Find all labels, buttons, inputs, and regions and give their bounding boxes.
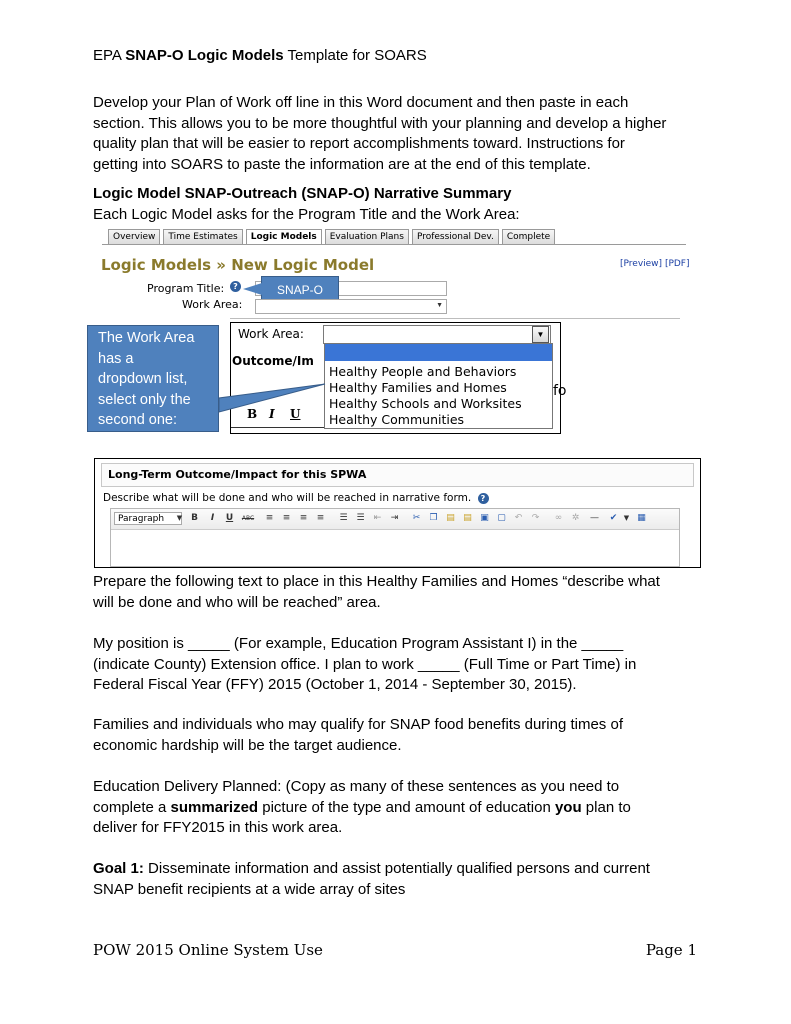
- page-number: Page 1: [645, 941, 697, 959]
- bold-button[interactable]: B: [247, 407, 258, 421]
- align-center-icon[interactable]: ≡: [282, 513, 291, 523]
- italic-button[interactable]: I: [210, 513, 215, 523]
- families-paragraph: Families and individuals who may qualify for SNAP food benefits during times of economic hardship will be the target audience.: [93, 716, 623, 754]
- work-callout-pointer: [217, 382, 327, 414]
- redo-icon[interactable]: ↷: [531, 513, 540, 523]
- prepare-paragraph: Prepare the following text to place in this Healthy Families and Homes “describe what will be done and who will be reached” area.: [93, 573, 660, 611]
- outcome-partial-label: Outcome/Im: [232, 354, 314, 368]
- chevron-down-icon[interactable]: ▼: [623, 514, 630, 522]
- indent-icon[interactable]: ⇥: [390, 513, 399, 523]
- work-area-dropdown-screenshot: [230, 322, 567, 434]
- rich-text-editor[interactable]: [110, 508, 680, 567]
- option-healthy-schools[interactable]: Healthy Schools and Worksites: [329, 396, 522, 411]
- tabs-divider: [102, 244, 686, 245]
- spellcheck-icon[interactable]: ✔: [609, 513, 618, 523]
- outcome-description: Describe what will be done and who will be reached in narrative form. ?: [103, 492, 489, 504]
- underline-button[interactable]: U: [290, 407, 301, 421]
- snap-callout-pointer: [243, 283, 263, 295]
- option-healthy-people[interactable]: Healthy People and Behaviors: [329, 364, 517, 379]
- tab-bar: [108, 229, 555, 245]
- bold-button[interactable]: B: [191, 513, 198, 523]
- numbered-list-icon[interactable]: ☰: [356, 513, 365, 523]
- section-heading: Logic Model SNAP-Outreach (SNAP-O) Narrative Summary: [93, 185, 512, 202]
- unlink-icon[interactable]: ✲: [571, 513, 580, 523]
- work-area-select-large[interactable]: [323, 325, 551, 344]
- italic-button[interactable]: I: [269, 407, 275, 421]
- cut-icon[interactable]: ✂: [412, 513, 421, 523]
- tab-evaluation-plans[interactable]: Evaluation Plans: [325, 229, 409, 245]
- undo-icon[interactable]: ↶: [514, 513, 523, 523]
- work-area-options-list: [324, 343, 553, 429]
- highlighted-option[interactable]: [325, 344, 552, 361]
- form-divider: [230, 318, 680, 319]
- strikethrough-button[interactable]: ABC: [241, 515, 255, 522]
- logic-models-heading: Logic Models » New Logic Model: [101, 256, 375, 274]
- justify-icon[interactable]: ≡: [316, 513, 325, 523]
- tab-overview[interactable]: Overview: [108, 229, 160, 245]
- tab-time-estimates[interactable]: Time Estimates: [163, 229, 242, 245]
- tab-complete[interactable]: Complete: [502, 229, 555, 245]
- section-intro: Each Logic Model asks for the Program Title and the Work Area:: [93, 206, 520, 223]
- document-title: EPA SNAP-O Logic Models Template for SOARS: [93, 47, 427, 64]
- format-select[interactable]: Paragraph: [114, 512, 182, 525]
- preview-links: [620, 259, 690, 269]
- paste-icon[interactable]: ▤: [446, 513, 455, 523]
- link-icon[interactable]: ∞: [554, 513, 563, 523]
- goal-paragraph: Goal 1: Disseminate information and assist potentially qualified persons and current SNAP benefit recipients at a wide array of sites: [93, 860, 650, 898]
- editor-toolbar: [111, 509, 679, 530]
- preview-link[interactable]: [Preview]: [620, 259, 663, 269]
- long-term-outcome-screenshot: [94, 458, 701, 568]
- work-area-callout: The Work Area has a dropdown list, select only the second one:: [87, 325, 219, 432]
- outcome-panel-title: Long-Term Outcome/Impact for this SPWA: [101, 463, 694, 487]
- outdent-icon[interactable]: ⇤: [373, 513, 382, 523]
- paste-word-icon[interactable]: ▣: [480, 513, 489, 523]
- program-title-label: Program Title:: [147, 282, 225, 295]
- bullet-list-icon[interactable]: ☰: [339, 513, 348, 523]
- footer-left: POW 2015 Online System Use: [93, 941, 323, 959]
- tab-professional-dev[interactable]: Professional Dev.: [412, 229, 499, 245]
- education-paragraph: Education Delivery Planned: (Copy as many of these sentences as you need to complete a summarized picture of the type and amount of education you plan to deliver for FFY2015 in this work area.: [93, 778, 631, 836]
- work-area-select[interactable]: [255, 299, 447, 314]
- partial-text: fo: [553, 383, 567, 399]
- work-area-label-large: Work Area:: [238, 327, 304, 341]
- tab-logic-models[interactable]: Logic Models: [246, 229, 322, 245]
- copy-icon[interactable]: ❐: [429, 513, 438, 523]
- table-icon[interactable]: ▦: [637, 513, 646, 523]
- align-right-icon[interactable]: ≡: [299, 513, 308, 523]
- chevron-down-icon[interactable]: ▼: [176, 514, 183, 522]
- chevron-down-icon: ▼: [436, 302, 443, 309]
- underline-button[interactable]: U: [225, 513, 234, 523]
- paste-text-icon[interactable]: ▤: [463, 513, 472, 523]
- position-paragraph: My position is _____ (For example, Education Program Assistant I) in the _____ (indicate County) Extension office. I plan to work _____ (Full Time or Part Time) in Federal Fiscal Year (FFY) 2015 (October 1, 2014 - September 30, 2015).: [93, 635, 637, 693]
- horizontal-rule-icon[interactable]: —: [590, 513, 599, 523]
- option-healthy-communities[interactable]: Healthy Communities: [329, 412, 465, 427]
- option-healthy-families[interactable]: Healthy Families and Homes: [329, 380, 507, 395]
- intro-paragraph: Develop your Plan of Work off line in this Word document and then paste in each section. This allows you to be more thoughtful with your planning and develop a higher quality plan that will be easier to report accomplishments toward. Instructions for getting into SOARS to paste the information are at the end of this template.: [93, 94, 667, 173]
- work-area-label: Work Area:: [182, 298, 243, 311]
- help-icon[interactable]: ?: [478, 493, 489, 504]
- select-all-icon[interactable]: ▢: [497, 513, 506, 523]
- pdf-link[interactable]: [PDF]: [664, 259, 690, 269]
- help-icon[interactable]: ?: [230, 281, 241, 292]
- chevron-down-icon[interactable]: ▼: [532, 326, 549, 343]
- snap-o-callout: SNAP-O: [261, 276, 339, 304]
- align-left-icon[interactable]: ≡: [265, 513, 274, 523]
